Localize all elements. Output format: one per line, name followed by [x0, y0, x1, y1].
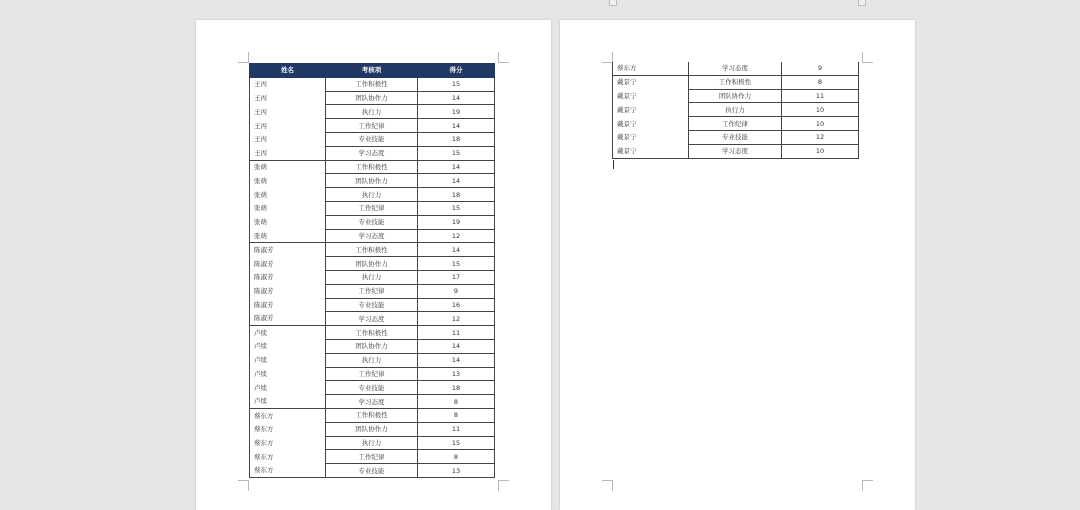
table-row: [250, 188, 495, 202]
header-item[interactable]: 考核项: [326, 64, 418, 78]
table-row: [250, 339, 495, 353]
cell-score[interactable]: 13: [418, 367, 495, 381]
cell-item[interactable]: 工作纪律: [326, 284, 418, 298]
cell-name[interactable]: 蔡东方: [250, 464, 326, 478]
cell-score[interactable]: 9: [418, 284, 495, 298]
cell-score[interactable]: 14: [418, 119, 495, 133]
table-row: [250, 174, 495, 188]
table-row: [250, 243, 495, 257]
cell-score[interactable]: 15: [418, 436, 495, 450]
cell-score[interactable]: 14: [418, 339, 495, 353]
cell-item[interactable]: 专业技能: [326, 215, 418, 229]
table-row: [250, 464, 495, 478]
table-row: [613, 103, 859, 117]
cell-item[interactable]: 工作纪律: [326, 201, 418, 215]
cell-name[interactable]: 蔡东方: [613, 62, 689, 75]
cell-item[interactable]: 专业技能: [326, 381, 418, 395]
cell-name[interactable]: 王丙: [250, 77, 326, 91]
cell-score[interactable]: 14: [418, 174, 495, 188]
cell-name[interactable]: 戴景宁: [613, 130, 689, 144]
margin-corner-bottom-right: [862, 480, 873, 491]
table-row: [250, 436, 495, 450]
cell-name[interactable]: 卢续: [250, 353, 326, 367]
cell-name[interactable]: 蔡东方: [250, 408, 326, 422]
table-row: [250, 160, 495, 174]
cell-score[interactable]: 8: [418, 450, 495, 464]
margin-corner-bottom-left: [238, 480, 249, 491]
cell-name[interactable]: 陈淑芳: [250, 243, 326, 257]
header-name[interactable]: 姓名: [250, 64, 326, 78]
document-page-1: [196, 20, 551, 510]
cell-item[interactable]: 团队协作力: [326, 174, 418, 188]
table-row: [250, 215, 495, 229]
cell-score[interactable]: 11: [418, 422, 495, 436]
table-row: [250, 257, 495, 271]
cell-name[interactable]: 戴景宁: [613, 89, 689, 103]
table-row: [250, 132, 495, 146]
cell-score[interactable]: 14: [418, 160, 495, 174]
cell-name[interactable]: 张萌: [250, 215, 326, 229]
cell-item[interactable]: 团队协作力: [326, 422, 418, 436]
cell-name[interactable]: 戴景宁: [613, 103, 689, 117]
table-row: [250, 270, 495, 284]
cell-item[interactable]: 团队协作力: [326, 257, 418, 271]
cell-item[interactable]: 工作积极性: [326, 77, 418, 91]
table-row: [250, 408, 495, 422]
table-row: [250, 201, 495, 215]
cell-item[interactable]: 工作积极性: [326, 243, 418, 257]
cell-item[interactable]: 团队协作力: [326, 339, 418, 353]
cell-name[interactable]: 陈淑芳: [250, 312, 326, 326]
cell-score[interactable]: 19: [418, 105, 495, 119]
cell-item[interactable]: 执行力: [326, 353, 418, 367]
cell-name[interactable]: 卢续: [250, 381, 326, 395]
table-row: [250, 450, 495, 464]
table-row: [250, 367, 495, 381]
cell-name[interactable]: 王丙: [250, 105, 326, 119]
table-row: [613, 75, 859, 89]
cell-name[interactable]: 戴景宁: [613, 117, 689, 131]
table-row: [250, 395, 495, 409]
cell-score[interactable]: 12: [418, 229, 495, 243]
table-row: [250, 229, 495, 243]
table-row: [250, 326, 495, 340]
cell-item[interactable]: 专业技能: [326, 298, 418, 312]
cell-item[interactable]: 工作积极性: [689, 75, 782, 89]
table-row: [250, 105, 495, 119]
cell-item[interactable]: 团队协作力: [689, 89, 782, 103]
cell-item[interactable]: 工作积极性: [326, 160, 418, 174]
cell-item[interactable]: 学习态度: [326, 146, 418, 160]
cell-score[interactable]: 9: [782, 62, 859, 75]
cell-item[interactable]: 工作积极性: [326, 326, 418, 340]
cell-score[interactable]: 15: [418, 201, 495, 215]
cell-score[interactable]: 8: [418, 408, 495, 422]
cell-item[interactable]: 工作纪律: [326, 450, 418, 464]
cell-name[interactable]: 王丙: [250, 91, 326, 105]
cell-score[interactable]: 8: [782, 75, 859, 89]
cell-score[interactable]: 16: [418, 298, 495, 312]
cell-score[interactable]: 12: [418, 312, 495, 326]
cell-item[interactable]: 专业技能: [326, 132, 418, 146]
margin-corner-top-right: [862, 52, 873, 63]
table-row: [250, 353, 495, 367]
text-cursor: [613, 160, 614, 169]
cell-name[interactable]: 陈淑芳: [250, 257, 326, 271]
table-header-row: [250, 64, 495, 78]
table-row: [250, 119, 495, 133]
cell-name[interactable]: 卢续: [250, 326, 326, 340]
cell-score[interactable]: 19: [418, 215, 495, 229]
cell-name[interactable]: 戴景宁: [613, 75, 689, 89]
cell-item[interactable]: 工作纪律: [689, 117, 782, 131]
cell-name[interactable]: 王丙: [250, 132, 326, 146]
cell-name[interactable]: 蔡东方: [250, 436, 326, 450]
table-row: [250, 312, 495, 326]
cell-item[interactable]: 执行力: [326, 105, 418, 119]
cell-item[interactable]: 学习态度: [326, 229, 418, 243]
cell-name[interactable]: 王丙: [250, 146, 326, 160]
cell-score[interactable]: 10: [782, 117, 859, 131]
document-page-2: [560, 20, 915, 510]
header-score[interactable]: 得分: [418, 64, 495, 78]
table-row: [250, 284, 495, 298]
cell-item[interactable]: 学习态度: [689, 62, 782, 75]
table-row: [250, 146, 495, 160]
cell-score[interactable]: 10: [782, 103, 859, 117]
margin-corner-bottom-left: [602, 480, 613, 491]
table-row: [613, 89, 859, 103]
cell-name[interactable]: 蔡东方: [250, 450, 326, 464]
table-row: [250, 77, 495, 91]
cell-score[interactable]: 15: [418, 77, 495, 91]
cell-score[interactable]: 14: [418, 91, 495, 105]
cell-name[interactable]: 陈淑芳: [250, 298, 326, 312]
cell-item[interactable]: 执行力: [689, 103, 782, 117]
table-row: [613, 130, 859, 144]
cell-name[interactable]: 卢续: [250, 367, 326, 381]
cell-name[interactable]: 张萌: [250, 174, 326, 188]
cell-item[interactable]: 工作纪律: [326, 119, 418, 133]
cell-item[interactable]: 专业技能: [326, 464, 418, 478]
cell-name[interactable]: 王丙: [250, 119, 326, 133]
cell-score[interactable]: 13: [418, 464, 495, 478]
cell-name[interactable]: 戴景宁: [613, 144, 689, 158]
cell-name[interactable]: 张萌: [250, 229, 326, 243]
cell-score[interactable]: 18: [418, 132, 495, 146]
score-table[interactable]: [249, 63, 495, 478]
cell-name[interactable]: 陈淑芳: [250, 270, 326, 284]
score-table-continued[interactable]: [612, 62, 859, 159]
cell-name[interactable]: 张萌: [250, 201, 326, 215]
indent-marker-right[interactable]: [858, 0, 866, 6]
margin-corner-top-left: [238, 52, 249, 63]
cell-score[interactable]: 14: [418, 353, 495, 367]
cell-name[interactable]: 陈淑芳: [250, 284, 326, 298]
cell-item[interactable]: 学习态度: [689, 144, 782, 158]
cell-item[interactable]: 工作纪律: [326, 367, 418, 381]
cell-score[interactable]: 15: [418, 146, 495, 160]
cell-score[interactable]: 8: [418, 395, 495, 409]
table-row: [613, 117, 859, 131]
margin-corner-top-right: [498, 52, 509, 63]
margin-corner-bottom-right: [498, 480, 509, 491]
table-row: [250, 91, 495, 105]
cell-name[interactable]: 卢续: [250, 339, 326, 353]
cell-score[interactable]: 11: [418, 326, 495, 340]
cell-item[interactable]: 工作积极性: [326, 408, 418, 422]
cell-item[interactable]: 学习态度: [326, 395, 418, 409]
cell-score[interactable]: 10: [782, 144, 859, 158]
cell-item[interactable]: 执行力: [326, 270, 418, 284]
table-row: [250, 422, 495, 436]
cell-item[interactable]: 执行力: [326, 188, 418, 202]
table-row: [250, 381, 495, 395]
table-row: [613, 144, 859, 158]
cell-name[interactable]: 张萌: [250, 160, 326, 174]
cell-name[interactable]: 张萌: [250, 188, 326, 202]
cell-score[interactable]: 14: [418, 243, 495, 257]
indent-marker-left[interactable]: [609, 0, 617, 6]
cell-score[interactable]: 15: [418, 257, 495, 271]
cell-item[interactable]: 学习态度: [326, 312, 418, 326]
cell-score[interactable]: 12: [782, 130, 859, 144]
cell-score[interactable]: 18: [418, 381, 495, 395]
cell-score[interactable]: 17: [418, 270, 495, 284]
table-row: [613, 62, 859, 75]
cell-item[interactable]: 团队协作力: [326, 91, 418, 105]
cell-item[interactable]: 专业技能: [689, 130, 782, 144]
cell-name[interactable]: 卢续: [250, 395, 326, 409]
cell-name[interactable]: 蔡东方: [250, 422, 326, 436]
cell-score[interactable]: 18: [418, 188, 495, 202]
cell-item[interactable]: 执行力: [326, 436, 418, 450]
table-row: [250, 298, 495, 312]
cell-score[interactable]: 11: [782, 89, 859, 103]
